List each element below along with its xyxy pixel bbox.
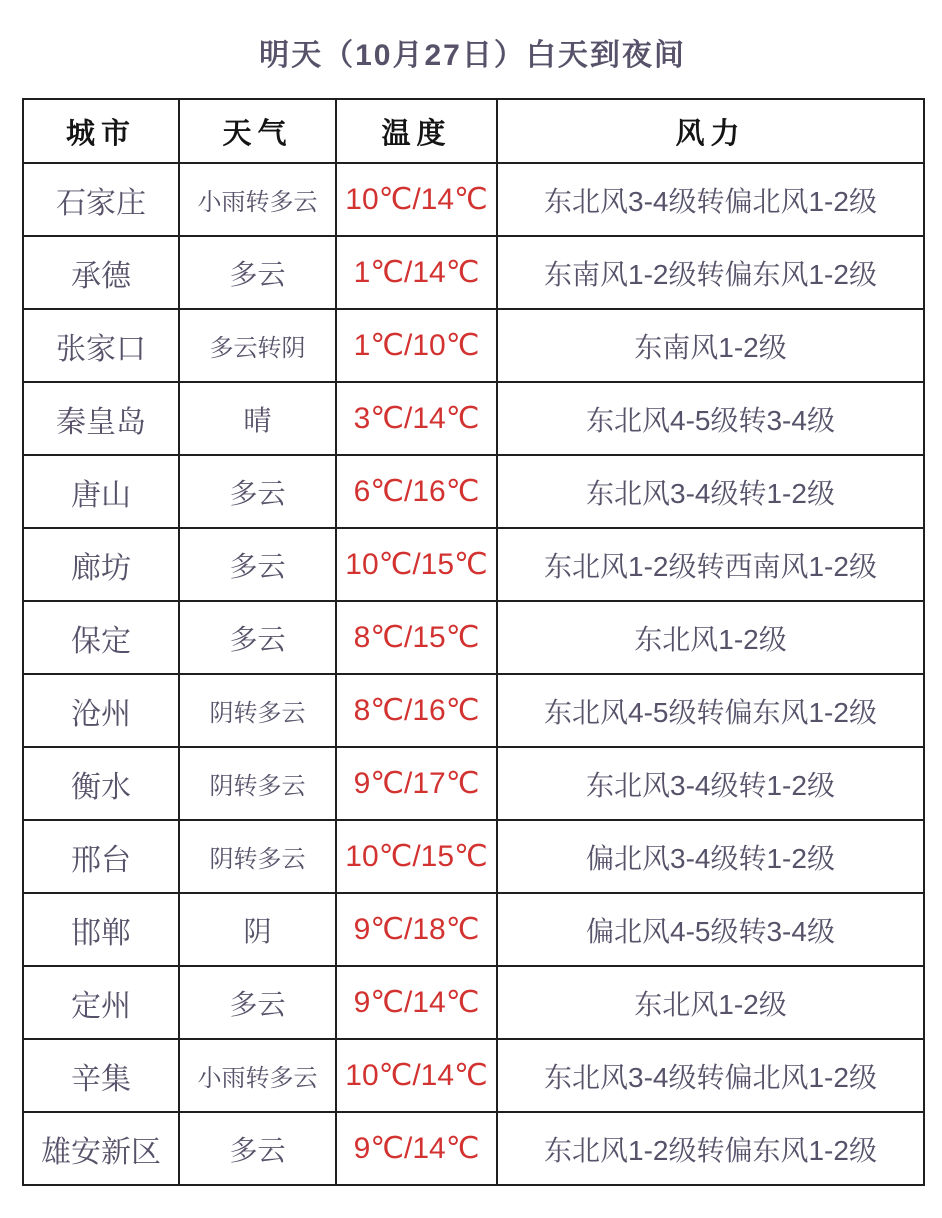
weather-cell: 多云转阴 <box>179 309 336 382</box>
temperature-cell: 10℃/14℃ <box>336 1039 497 1112</box>
temperature-cell: 1℃/10℃ <box>336 309 497 382</box>
wind-cell: 偏北风4-5级转3-4级 <box>497 893 924 966</box>
temperature-cell: 9℃/14℃ <box>336 966 497 1039</box>
city-cell: 石家庄 <box>23 163 179 236</box>
weather-cell: 多云 <box>179 966 336 1039</box>
table-header <box>23 99 924 163</box>
weather-cell: 多云 <box>179 236 336 309</box>
weather-cell: 阴转多云 <box>179 674 336 747</box>
temperature-cell: 8℃/16℃ <box>336 674 497 747</box>
weather-cell: 阴 <box>179 893 336 966</box>
wind-cell: 东北风3-4级转偏北风1-2级 <box>497 163 924 236</box>
table-row <box>23 163 924 236</box>
table-row <box>23 1112 924 1185</box>
table-row <box>23 820 924 893</box>
wind-cell: 东北风3-4级转1-2级 <box>497 455 924 528</box>
weather-table <box>22 98 925 1186</box>
city-cell: 定州 <box>23 966 179 1039</box>
city-cell: 张家口 <box>23 309 179 382</box>
temperature-cell: 9℃/18℃ <box>336 893 497 966</box>
table-row <box>23 309 924 382</box>
temperature-cell: 8℃/15℃ <box>336 601 497 674</box>
table-row <box>23 966 924 1039</box>
city-cell: 雄安新区 <box>23 1112 179 1185</box>
city-cell: 邢台 <box>23 820 179 893</box>
col-header-weather: 天气 <box>179 99 336 163</box>
table-row <box>23 601 924 674</box>
wind-cell: 东北风1-2级 <box>497 966 924 1039</box>
city-cell: 唐山 <box>23 455 179 528</box>
city-cell: 衡水 <box>23 747 179 820</box>
city-cell: 邯郸 <box>23 893 179 966</box>
table-row <box>23 747 924 820</box>
temperature-cell: 9℃/17℃ <box>336 747 497 820</box>
city-cell: 保定 <box>23 601 179 674</box>
wind-cell: 东北风1-2级转偏东风1-2级 <box>497 1112 924 1185</box>
weather-cell: 阴转多云 <box>179 820 336 893</box>
temperature-cell: 10℃/15℃ <box>336 528 497 601</box>
table-row <box>23 236 924 309</box>
temperature-cell: 1℃/14℃ <box>336 236 497 309</box>
wind-cell: 东北风3-4级转偏北风1-2级 <box>497 1039 924 1112</box>
wind-cell: 东北风3-4级转1-2级 <box>497 747 924 820</box>
weather-cell: 多云 <box>179 1112 336 1185</box>
table-row <box>23 1039 924 1112</box>
table-row <box>23 674 924 747</box>
weather-cell: 多云 <box>179 455 336 528</box>
temperature-cell: 10℃/14℃ <box>336 163 497 236</box>
city-cell: 秦皇岛 <box>23 382 179 455</box>
table-row <box>23 893 924 966</box>
wind-cell: 东北风4-5级转偏东风1-2级 <box>497 674 924 747</box>
table-row <box>23 455 924 528</box>
wind-cell: 东南风1-2级 <box>497 309 924 382</box>
weather-cell: 小雨转多云 <box>179 1039 336 1112</box>
wind-cell: 东北风1-2级转西南风1-2级 <box>497 528 924 601</box>
col-header-temperature: 温度 <box>336 99 497 163</box>
temperature-cell: 10℃/15℃ <box>336 820 497 893</box>
table-body <box>23 163 924 1185</box>
header-row <box>23 99 924 163</box>
wind-cell: 偏北风3-4级转1-2级 <box>497 820 924 893</box>
weather-cell: 小雨转多云 <box>179 163 336 236</box>
wind-cell: 东北风1-2级 <box>497 601 924 674</box>
weather-cell: 阴转多云 <box>179 747 336 820</box>
col-header-city: 城市 <box>23 99 179 163</box>
wind-cell: 东北风4-5级转3-4级 <box>497 382 924 455</box>
table-row <box>23 382 924 455</box>
city-cell: 沧州 <box>23 674 179 747</box>
page-title: 明天（10月27日）白天到夜间 <box>259 39 686 72</box>
table-row <box>23 528 924 601</box>
city-cell: 辛集 <box>23 1039 179 1112</box>
temperature-cell: 6℃/16℃ <box>336 455 497 528</box>
col-header-wind: 风力 <box>497 99 924 163</box>
weather-cell: 晴 <box>179 382 336 455</box>
temperature-cell: 3℃/14℃ <box>336 382 497 455</box>
city-cell: 承德 <box>23 236 179 309</box>
temperature-cell: 9℃/14℃ <box>336 1112 497 1185</box>
weather-cell: 多云 <box>179 528 336 601</box>
weather-cell: 多云 <box>179 601 336 674</box>
wind-cell: 东南风1-2级转偏东风1-2级 <box>497 236 924 309</box>
city-cell: 廊坊 <box>23 528 179 601</box>
